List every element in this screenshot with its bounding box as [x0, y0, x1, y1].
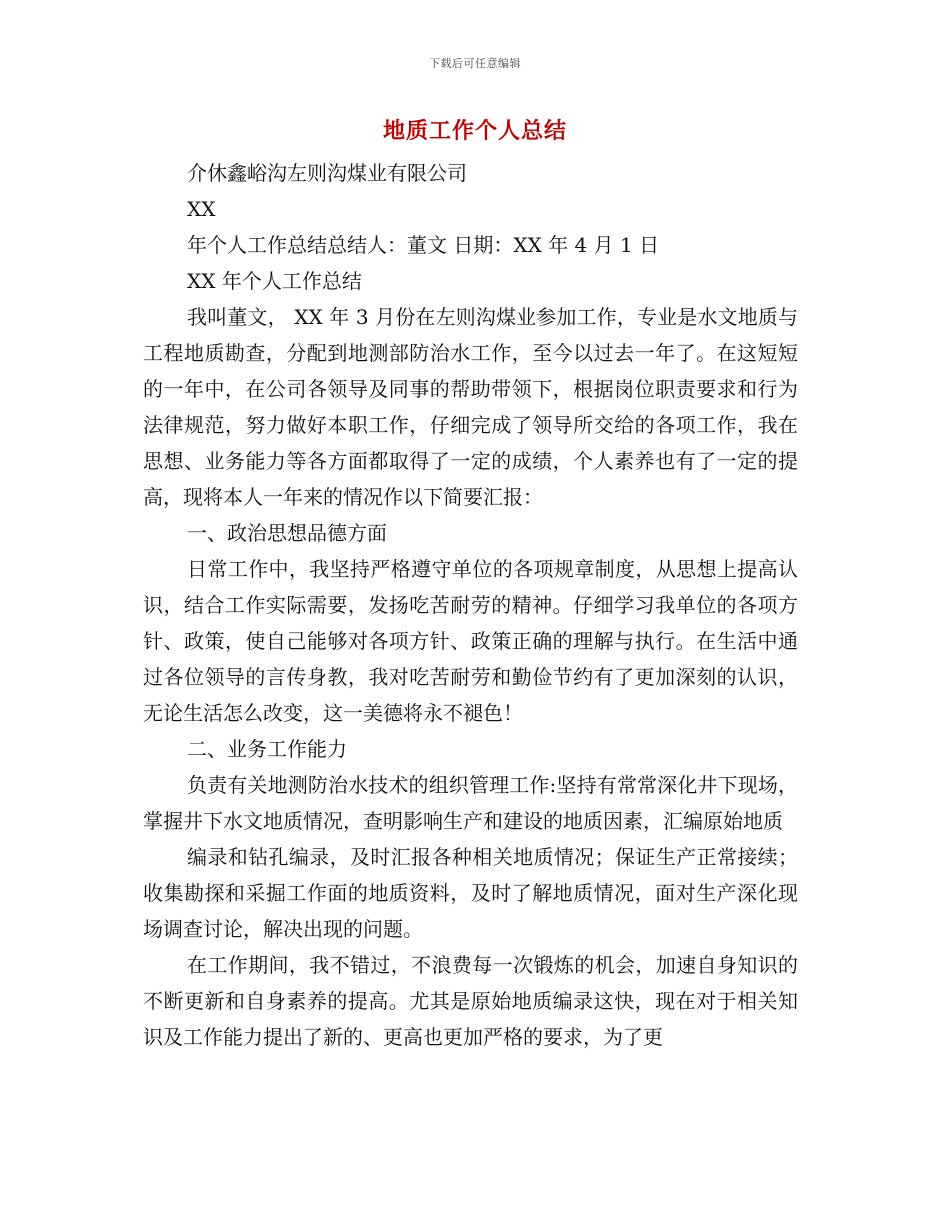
year-line: XX: [187, 197, 216, 221]
document-body: [143, 155, 798, 1055]
paragraph-business-3: 在工作期间，我不错过，不浪费每一次锻炼的机会，加速自身知识的不断更新和自身素养的提高。尤其是原始地质编录这快，现在对于相关知识及工作能力提出了新的、更高也更加严格的要求，为了更: [143, 953, 798, 1049]
paragraph-business-1: 负责有关地测防治水技术的组织管理工作:坚持有常常深化井下现场，掌握井下水文地质情况，查明影响生产和建设的地质因素，汇编原始地质: [143, 773, 798, 833]
paragraph-intro: 我叫董文， XX 年 3 月份在左则沟煤业参加工作，专业是水文地质与工程地质勘查，分配到地测部防治水工作，至今以过去一年了。在这短短的一年中，在公司各领导及同事的帮助带领下，根据岗位职责要求和行为法律规范，努力做好本职工作，仔细完成了领导所交给的各项工作，我在思想、业务能力等各方面都取得了一定的成绩，个人素养也有了一定的提高，现将本人一年来的情况作以下简要汇报：: [143, 305, 798, 509]
summary-heading: XX 年个人工作总结: [187, 269, 362, 293]
paragraph-political: 日常工作中，我坚持严格遵守单位的各项规章制度，从思想上提高认识，结合工作实际需要，发扬吃苦耐劳的精神。仔细学习我单位的各项方针、政策，使自己能够对各项方针、政策正确的理解与执行。在生活中通过各位领导的言传身教，我对吃苦耐劳和勤俭节约有了更加深刻的认识，无论生活怎么改变，这一美德将永不褪色！: [143, 557, 798, 725]
page-header: 下载后可任意编辑: [429, 57, 521, 70]
section-heading-political: 一、政治思想品德方面: [187, 521, 387, 545]
company-line: 介休鑫峪沟左则沟煤业有限公司: [187, 161, 467, 185]
author-date-line: 年个人工作总结总结人：董文 日期：XX 年 4 月 1 日: [187, 233, 660, 257]
document-title: 地质工作个人总结: [382, 118, 567, 144]
section-heading-business: 二、业务工作能力: [187, 737, 347, 761]
paragraph-business-2: 编录和钻孔编录，及时汇报各种相关地质情况；保证生产正常接续；收集勘探和采掘工作面的地质资料，及时了解地质情况，面对生产深化现场调查讨论，解决出现的问题。: [143, 845, 798, 941]
